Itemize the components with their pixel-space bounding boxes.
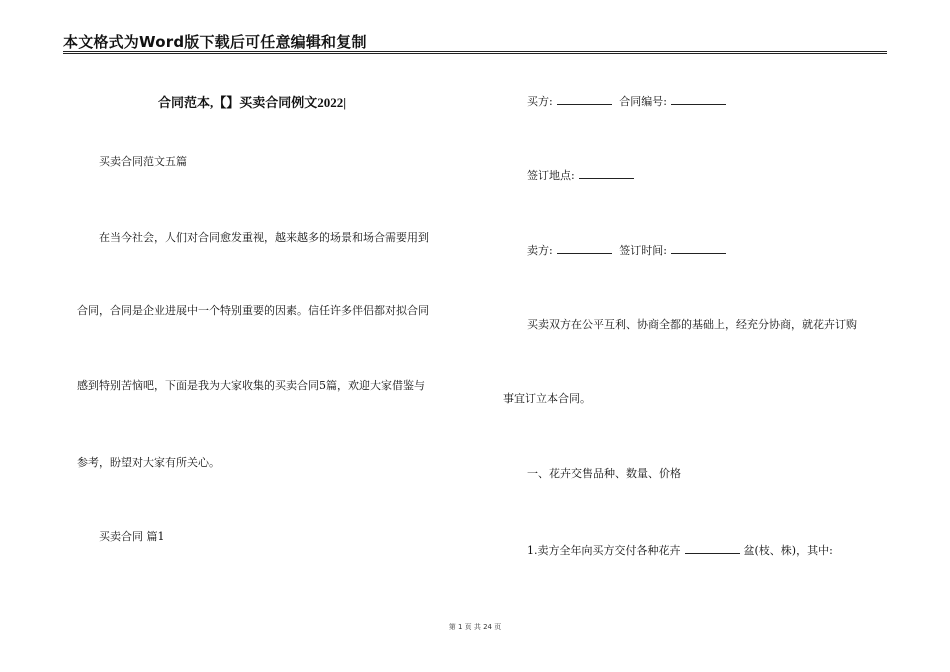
page-footer: 第 1 页 共 24 页 [448,623,502,631]
contract-no-blank [671,93,726,105]
item-1-suffix: 盆(枝、株)，其中: [743,544,833,557]
agreement-line-2: 事宜订立本合同。 [503,392,591,405]
seller-label: 卖方: [527,244,553,257]
subtitle: 买卖合同范文五篇 [99,155,187,168]
agreement-line-1: 买卖双方在公平互利、协商全都的基础上，经充分协商，就花卉订购 [527,318,857,331]
right-column [475,0,950,620]
sign-place-blank [579,167,634,179]
contract-no-label: 合同编号: [619,95,667,108]
left-column [0,0,475,620]
paragraph-line-2: 合同，合同是企业进展中一个特别重要的因素。信任许多伴侣都对拟合同 [77,304,429,317]
section-heading: 买卖合同 篇1 [99,530,165,543]
sign-place-label: 签订地点: [527,169,575,182]
paragraph-line-3: 感到特别苦恼吧，下面是我为大家收集的买卖合同5篇，欢迎大家借鉴与 [77,379,425,392]
seller-time-line [527,242,730,258]
item-1-line [527,542,833,558]
buyer-label: 买方: [527,95,553,108]
item-1-blank [685,542,740,554]
paragraph-line-4: 参考，盼望对大家有所关心。 [77,456,220,469]
buyer-blank [557,93,612,105]
sign-time-blank [671,242,726,254]
section-1-heading: 一、花卉交售品种、数量、价格 [527,467,681,480]
document-title: 合同范本,【】买卖合同例文2022| [158,95,347,110]
seller-blank [557,242,612,254]
buyer-contract-line [527,93,730,109]
paragraph-line-1: 在当今社会，人们对合同愈发重视，越来越多的场景和场合需要用到 [99,231,429,244]
header-title: 本文格式为Word版下载后可任意编辑和复制 [63,33,367,51]
sign-place-line [527,167,638,183]
item-1-prefix: 1.卖方全年向买方交付各种花卉 [527,544,681,557]
sign-time-label: 签订时间: [619,244,667,257]
